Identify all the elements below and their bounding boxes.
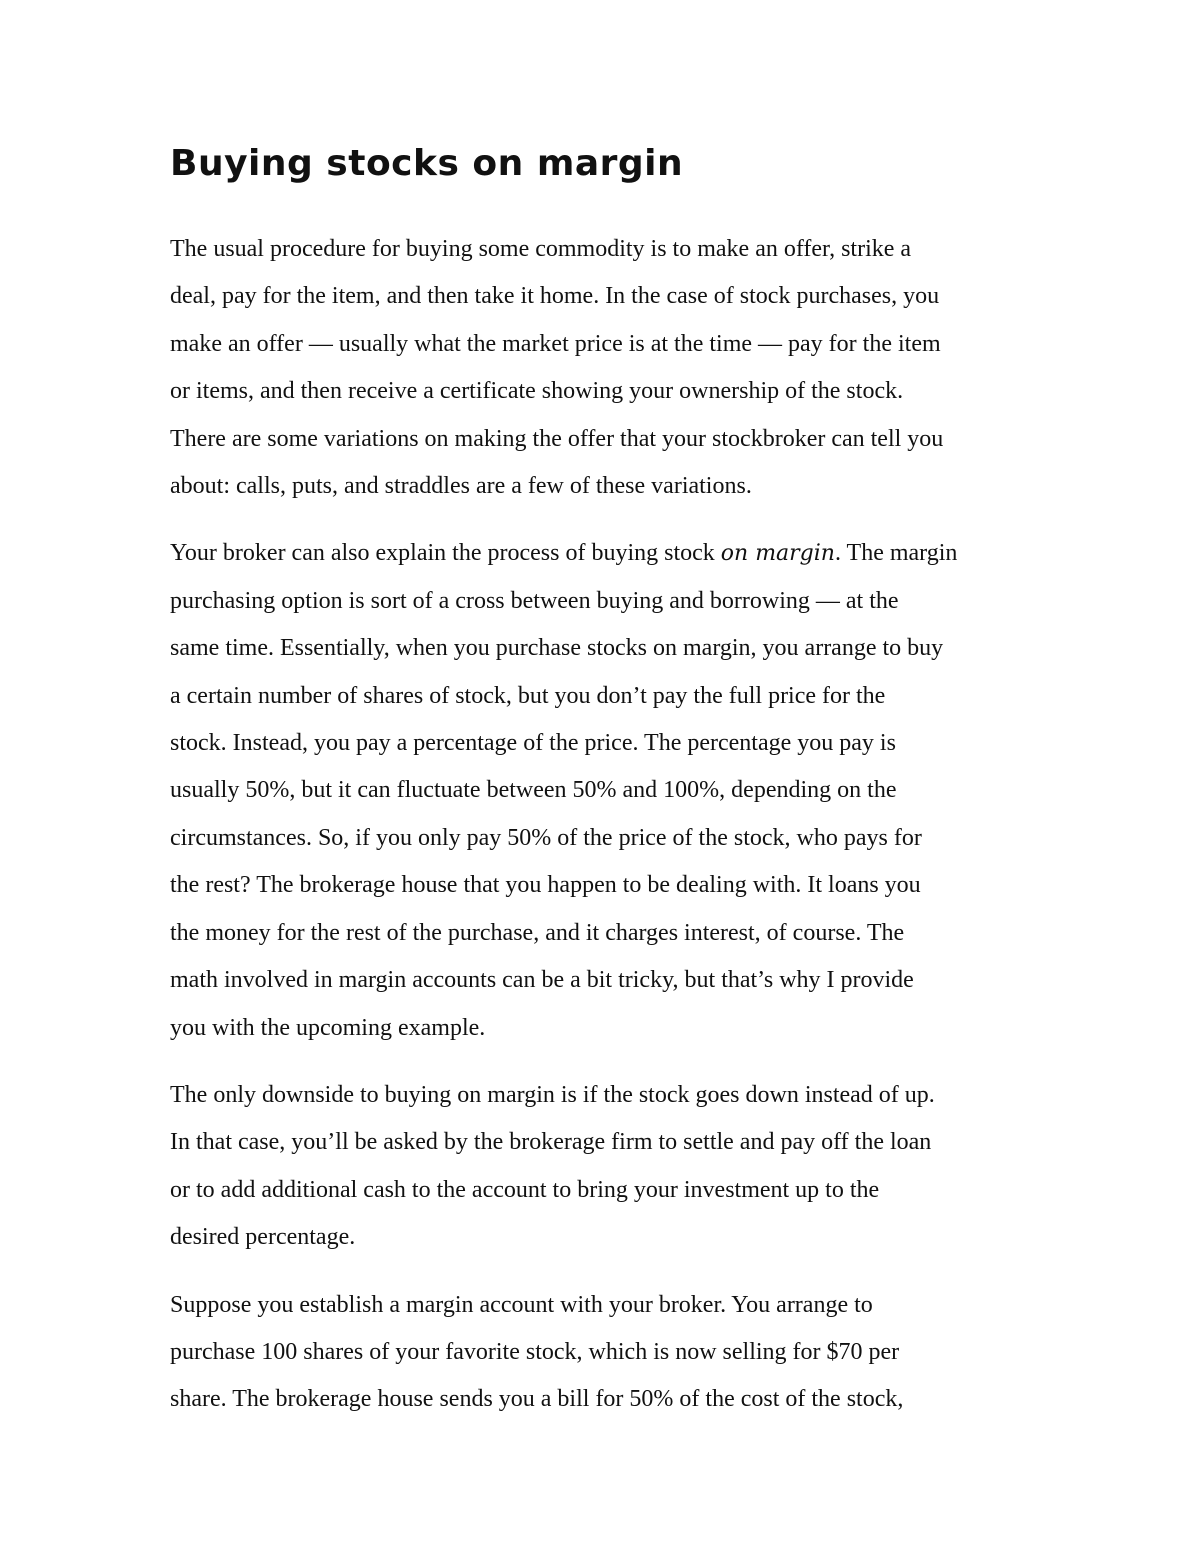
text-line: make an offer — usually what the market price is at the time — pay for the item [170,330,941,357]
text-line: the money for the rest of the purchase, and it charges interest, of course. The [170,919,905,946]
text-line: same time. Essentially, when you purchase stocks on margin, you arrange to buy [170,635,944,662]
text-line: There are some variations on making the offer that your stockbroker can tell you [170,425,944,452]
text-line: or items, and then receive a certificate showing your ownership of the stock. [170,378,904,405]
text-line: desired percentage. [170,1224,356,1251]
page-title: Buying stocks on margin [170,143,684,184]
text-line: usually 50%, but it can fluctuate between 50% and 100%, depending on the [170,777,897,804]
paragraph-2 [170,530,1070,1051]
document-content [170,138,1070,1444]
text-line: math involved in margin accounts can be a bit tricky, but that’s why I provide [170,967,914,994]
paragraph-1 [170,226,1070,510]
emphasis-text: on margin [720,541,835,567]
text-line [170,530,1070,577]
text-line: about: calls, puts, and straddles are a few of these variations. [170,473,752,500]
text-line: The only downside to buying on margin is if the stock goes down instead of up. [170,1081,935,1108]
text-line: stock. Instead, you pay a percentage of the price. The percentage you pay is [170,730,896,757]
text-line: circumstances. So, if you only pay 50% of the price of the stock, who pays for [170,824,922,851]
text-line: share. The brokerage house sends you a bill for 50% of the cost of the stock, [170,1386,904,1413]
text-line: purchasing option is sort of a cross between buying and borrowing — at the [170,587,899,614]
paragraph-3 [170,1072,1070,1262]
text-line: the rest? The brokerage house that you happen to be dealing with. It loans you [170,872,921,899]
text-line: Suppose you establish a margin account with your broker. You arrange to [170,1291,873,1318]
text-segment: . The margin [834,540,958,567]
text-line: you with the upcoming example. [170,1014,486,1041]
text-segment: Your broker can also explain the process of buying stock [170,540,721,567]
text-line: or to add additional cash to the account to bring your investment up to the [170,1176,880,1203]
text-line: The usual procedure for buying some commodity is to make an offer, strike a [170,236,912,262]
text-line: purchase 100 shares of your favorite stock, which is now selling for $70 per [170,1338,900,1365]
paragraph-4 [170,1282,1070,1424]
text-line: In that case, you’ll be asked by the brokerage firm to settle and pay off the loan [170,1129,932,1156]
text-line: a certain number of shares of stock, but you don’t pay the full price for the [170,682,886,709]
text-line: deal, pay for the item, and then take it home. In the case of stock purchases, you [170,283,940,310]
